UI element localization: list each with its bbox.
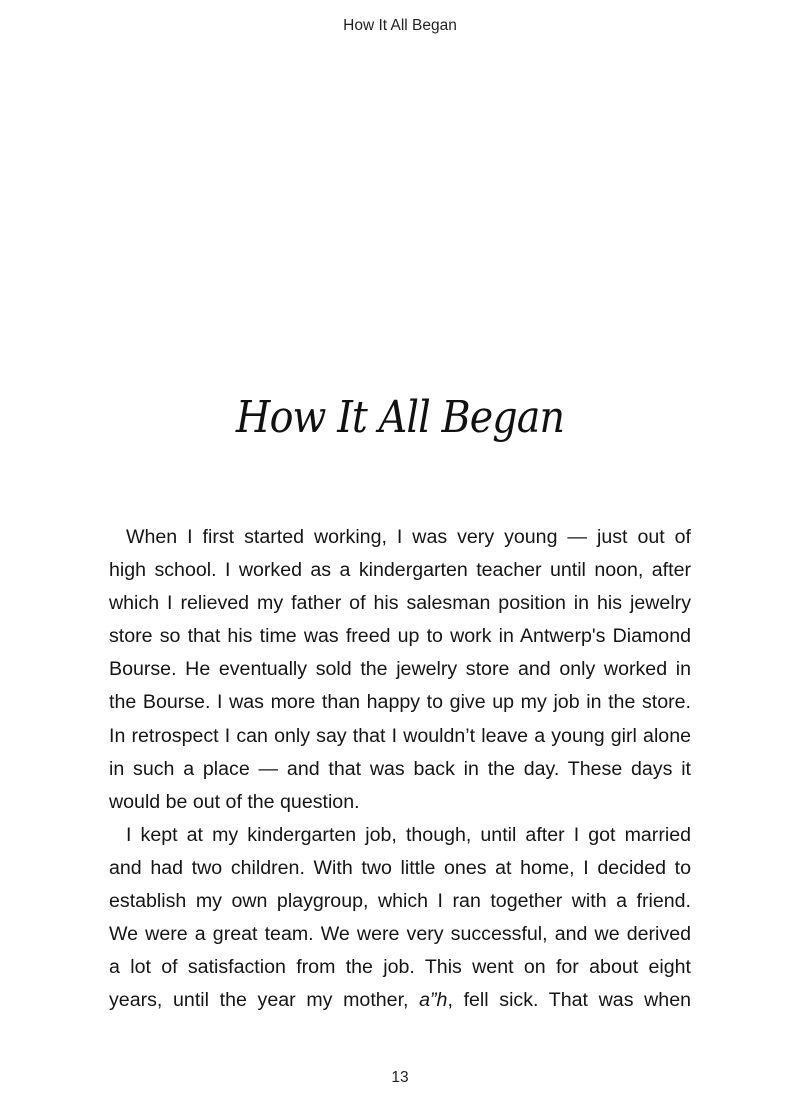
chapter-title: How It All Began — [235, 392, 565, 443]
text-line: Bourse. He eventually sold the jewelry store and only worked in — [109, 658, 691, 681]
text-line: would be out of the question. — [109, 790, 360, 813]
text-line: a lot of satisfaction from the job. This went on for about eight — [109, 956, 691, 979]
text-line: which I relieved my father of his salesman position in his jewelry — [109, 592, 691, 615]
text-line: In retrospect I can only say that I wouldn’t leave a young girl alone — [109, 724, 691, 747]
text-segment: , fell sick. That was when — [447, 989, 692, 1012]
paragraph — [109, 819, 691, 1018]
paragraph — [109, 521, 691, 819]
text-line: in such a place — and that was back in the day. These days it — [109, 757, 691, 780]
text-segment: years, until the year my mother, — [109, 989, 420, 1012]
page-number: 13 — [391, 1069, 409, 1086]
running-header: How It All Began — [343, 17, 457, 34]
text-line: I kept at my kindergarten job, though, until after I got married — [126, 823, 691, 846]
text-line: and had two children. With two little ones at home, I decided to — [109, 856, 691, 879]
text-line: establish my own playgroup, which I ran together with a friend. — [109, 890, 691, 913]
text-line: We were a great team. We were very successful, and we derived — [109, 923, 691, 946]
italic-abbreviation: a”h — [419, 989, 448, 1012]
text-line — [109, 984, 691, 1017]
text-line: store so that his time was freed up to work in Antwerp's Diamond — [109, 625, 691, 648]
text-line: When I first started working, I was very young — just out of — [126, 526, 691, 548]
text-line: high school. I worked as a kindergarten teacher until noon, after — [109, 559, 691, 582]
text-line: the Bourse. I was more than happy to give up my job in the store. — [109, 691, 691, 714]
body-text — [109, 521, 691, 1017]
